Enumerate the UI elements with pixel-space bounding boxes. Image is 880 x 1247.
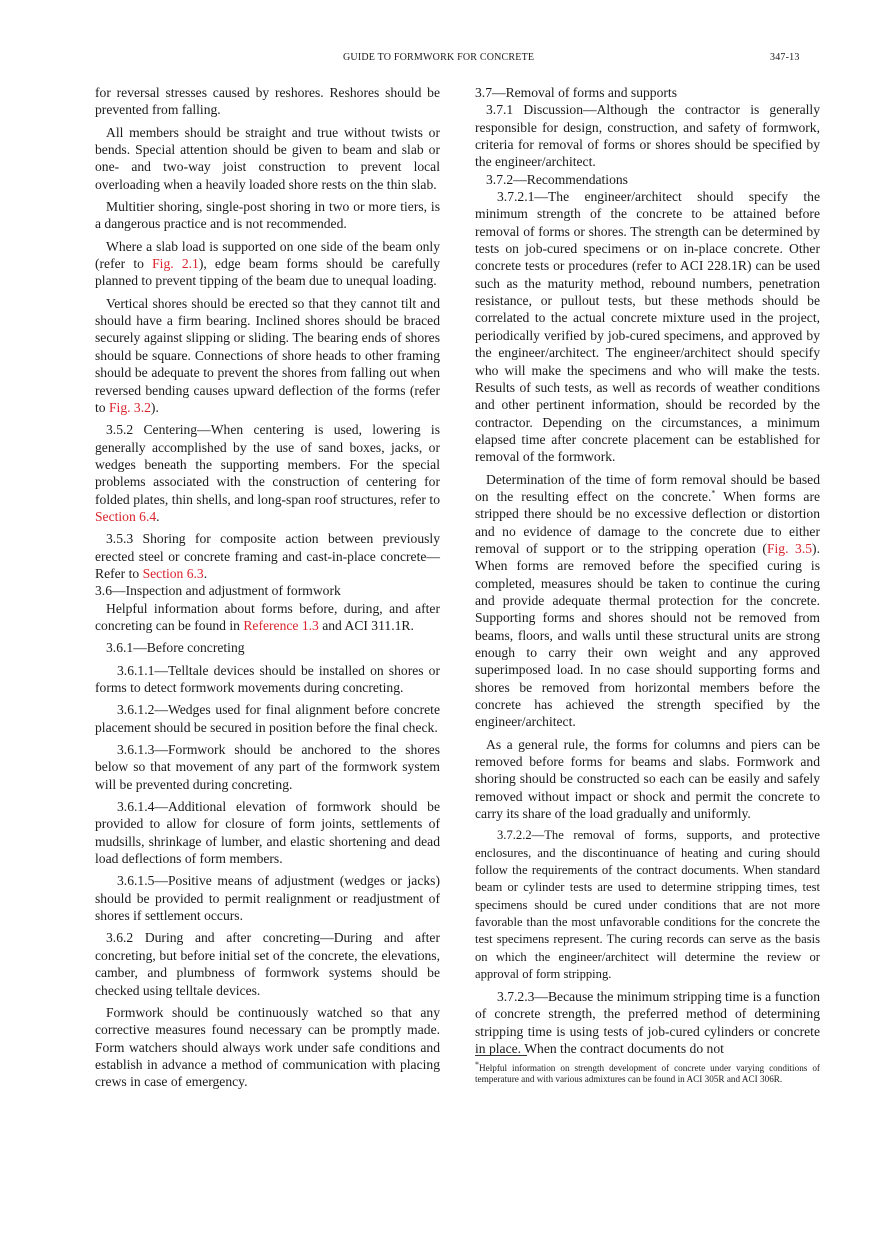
figure-link[interactable]: Fig. 3.5 <box>766 540 813 556</box>
figure-link[interactable]: Fig. 2.1 <box>152 256 199 272</box>
section-heading: 3.6—Inspection and adjustment of formwork <box>95 583 341 599</box>
paragraph: 3.6.1.4—Additional elevation of formwork should be provided to allow for closure of form joints, settlements of mudsills, shrinkage of lumber, and elastic shortening and dead load deflections of form members. <box>95 799 440 867</box>
paragraph: 3.5.2 Centering—When centering is used, lowering is generally accomplished by the use of sand boxes, jacks, or wedges beneath the supporting members. For the special problems associated with the construction of centering for folded plates, thin shells, and long-span roof structures, refer to Section 6.4. <box>95 422 440 524</box>
left-column <box>95 84 440 1091</box>
paragraph: 3.7.2.2—The removal of forms, supports, and protective enclosures, and the discontinuance of heating and curing should follow the requirements of the contract documents. When standard beam or cylinder tests are used to determine stripping times, test specimens should be cured under conditions that are not more favorable than the most unfavorable conditions for the concrete the test specimens represent. The curing records can serve as the basis on which the engineer/architect will determine the review or approval of form stripping. <box>475 828 820 981</box>
paragraph: for reversal stresses caused by reshores. Reshores should be prevented from falling. <box>95 85 440 118</box>
right-column <box>475 84 820 1057</box>
paragraph: 3.6.1.5—Positive means of adjustment (wedges or jacks) should be provided to permit realignment or readjustment of shores if settlement occurs. <box>95 873 440 924</box>
subsection-heading: 3.6.1—Before concreting <box>106 640 245 656</box>
paragraph: Vertical shores should be erected so that they cannot tilt and should have a firm bearing. Inclined shores should be braced securely against slipping or sliding. The bearing ends of shores should be square. Connections of shore heads to other framing should be adequate to prevent the shores from falling out when reversed bending causes upward deflection of the forms (refer to Fig. 3.2). <box>95 295 440 415</box>
footnote-text: Helpful information on strength development of concrete under varying conditions of temperature and with various admixtures can be found in ACI 305R and ACI 306R. <box>475 1063 820 1085</box>
page-number: 347-13 <box>770 52 800 63</box>
figure-link[interactable]: Fig. 3.2 <box>108 399 151 415</box>
paragraph: 3.5.3 Shoring for composite action between previously erected steel or concrete framing and cast-in-place concrete—Refer to Section 6.3. <box>95 531 440 581</box>
paragraph: Where a slab load is supported on one side of the beam only (refer to Fig. 2.1), edge beam forms should be carefully planned to prevent tipping of the beam due to unequal loading. <box>95 238 440 289</box>
footnote <box>475 1059 820 1086</box>
paragraph: All members should be straight and true without twists or bends. Special attention should be given to beam and slab or one- and two-way joist construction to prevent local overloading when a heavily loaded shore rests on the thin slab. <box>95 124 440 192</box>
paragraph: 3.7.2.3—Because the minimum stripping time is a function of concrete strength, the preferred method of determining stripping time is using tests of job-cured cylinders or concrete in place. When the contract documents do not <box>475 989 820 1057</box>
paragraph: As a general rule, the forms for columns and piers can be removed before forms for beams and slabs. Formwork and shoring should be constructed so each can be easily and safely removed without impact or shock and permit the concrete to carry its share of the load gradually and uniformly. <box>475 736 820 822</box>
paragraph: Determination of the time of form removal should be based on the resulting effect on the concrete.* When forms are stripped there should be no excessive deflection or distortion and no evidence of damage to the concrete due to either removal of support or to the stripping operation (Fig. 3.5). When forms are removed before the specified curing is completed, measures should be taken to continue the curing and provide adequate thermal protection for the concrete. Supporting forms and shores should not be removed from beams, floors, and walls until these structural units are strong enough to carry their own weight and any approved superimposed load. In no case should supporting forms and shores be removed from horizontal members before the concrete has achieved the strength specified by the engineer/architect. <box>475 471 821 730</box>
paragraph: 3.7.1 Discussion—Although the contractor is generally responsible for design, construction, and safety of formwork, criteria for removal of forms or shores should be specified by the engineer/architect. <box>475 102 820 170</box>
paragraph: 3.7.2.1—The engineer/architect should specify the minimum strength of the concrete to be attained before removal of forms or shores. The strength can be determined by tests on job-cured specimens or on in-place concrete. Other concrete tests or procedures (refer to ACI 228.1R) can be used such as the maturity method, rebound numbers, penetration resistance, or pullout tests, but these methods should be correlated to the actual concrete mixture used in the project, periodically verified by job-cured specimens, and approved by the engineer/architect. The engineer/architect should specify who will make the specimens and who will make the tests. Results of such tests, as well as records of weather conditions and other pertinent information, should be recorded by the contractor. Depending on the circumstances, a minimum elapsed time after concrete placement can be established for removal of the formwork. <box>475 189 820 465</box>
paragraph: 3.6.1.3—Formwork should be anchored to the shores below so that movement of any part of the formwork system will be prevented during concreting. <box>95 742 440 792</box>
paragraph: Helpful information about forms before, during, and after concreting can be found in Reference 1.3 and ACI 311.1R. <box>95 600 440 633</box>
subsection-heading: 3.7.2—Recommendations <box>486 171 628 187</box>
section-heading: 3.7—Removal of forms and supports <box>475 85 677 100</box>
section-link[interactable]: Section 6.3 <box>142 565 204 581</box>
paragraph: Formwork should be continuously watched so that any corrective measures found necessary can be promptly made. Form watchers should always work under safe conditions and establish in advance a method of communication with placing crews in case of emergency. <box>95 1004 440 1090</box>
section-link[interactable]: Section 6.4 <box>95 508 157 524</box>
running-head-title: GUIDE TO FORMWORK FOR CONCRETE <box>343 52 535 63</box>
footnote-divider <box>475 1055 527 1056</box>
footnote-mark[interactable]: * <box>711 488 716 498</box>
reference-link[interactable]: Reference 1.3 <box>243 617 319 633</box>
paragraph: 3.6.2 During and after concreting—During and after concreting, but before initial set of the concrete, the elevations, camber, and plumbness of formwork systems should be checked using telltale devices. <box>95 930 440 998</box>
paragraph: Multitier shoring, single-post shoring in two or more tiers, is a dangerous practice and is not recommended. <box>95 199 440 232</box>
footnote-mark: * <box>475 1059 479 1069</box>
paragraph: 3.6.1.1—Telltale devices should be installed on shores or forms to detect formwork movements during concreting. <box>95 662 440 695</box>
paragraph: 3.6.1.2—Wedges used for final alignment before concrete placement should be secured in position before the final check. <box>95 702 440 735</box>
